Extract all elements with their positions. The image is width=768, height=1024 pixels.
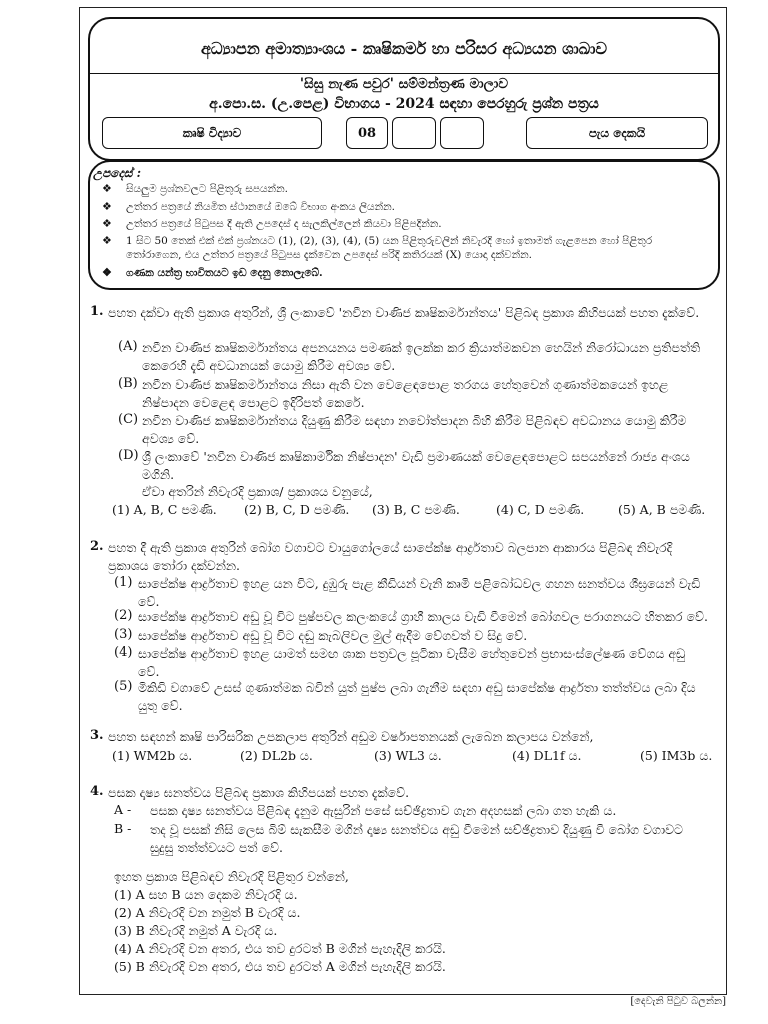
question-stem: පහත දක්වා ඇති ප්‍රකාශ අතුරින්, ශ්‍රී ලංකාවේ 'නවීන වාණිජ කෘෂිකර්මාන්තය' පිළිබඳ ප්‍රකාශ කිහිපයක් පහත දැක්වේ. xyxy=(108,305,700,320)
question-number: 4. xyxy=(90,784,104,799)
page-border xyxy=(79,7,727,995)
answer-options xyxy=(112,748,712,766)
answer-option: (3) WL3 ය. xyxy=(374,748,442,763)
question-prompt: ඉහත ප්‍රකාශ පිළිබඳව නිවැරදි පිළිතුර වන්නේ, xyxy=(114,869,349,884)
statement-text: නවීන වාණිජ කෘෂිකර්මාන්තය දියුණු කිරීම සඳහා නවෝත්පාදන බිහි කිරීම පිළිබඳව අවධානය යොමු කිරීම අවශ්‍ය වේ. xyxy=(142,413,687,446)
option-label: (2) xyxy=(114,608,133,623)
answer-option: (3) B, C පමණි. xyxy=(372,502,460,517)
answer-option: (4) A නිවැරදි වන අතර, එය තව දුරටත් B මගින් පැහැදිලි කරයි. xyxy=(114,941,446,956)
statement-text: පසක දෘෂ්‍ය ඝනත්වය පිළිබඳ දැනුම ඇසුරින් පසේ සච්ඡිද්‍රතාව ගැන අදහසක් ලබා ගත හැකි ය. xyxy=(150,803,617,818)
option-label: (1) xyxy=(114,575,133,590)
statement-label: A - xyxy=(114,802,132,817)
question-stem: පසක දෘෂ්‍ය ඝනත්වය පිළිබඳ ප්‍රකාශ කිහිපයක් පහත දැක්වේ. xyxy=(108,785,410,800)
question-number: 3. xyxy=(90,728,104,743)
page-footer-note: [දෙවැනි පිටුව බලන්න] xyxy=(630,996,726,1007)
answer-option: (3) B නිවැරදි නමුත් A වැරදි ය. xyxy=(114,923,278,938)
subject-box: කෘෂි විද්‍යාව xyxy=(102,117,322,149)
instruction-item: ❖ උත්තර පත්‍රයේ පිටුපස දී ඇති උපදෙස් ද සැලකිල්ලෙන් කියවා පිළිපදින්න. xyxy=(102,217,442,230)
statement-label: (B) xyxy=(118,376,138,391)
answer-option: (5) A, B පමණි. xyxy=(618,502,706,517)
exam-title: අ.පො.ස. (උ.පෙළ) විභාගය - 2024 සඳහා පෙරහුරු ප්‍රශ්න පත්‍රය xyxy=(209,96,599,112)
header-box xyxy=(88,17,720,161)
question-stem: පහත දී ඇති ප්‍රකාශ අතුරින් බෝග වගාවට වායුගෝලයේ සාපේක්ෂ ආර්ද්‍රතාව බලපාන ආකාරය පිළිබඳ නිවැරදි ප්‍රකාශය තෝරා දක්වන්න. xyxy=(108,540,673,573)
option-label: (3) xyxy=(114,627,133,642)
answer-option: (1) A, B, C පමණි. xyxy=(112,502,217,517)
answer-options xyxy=(112,502,712,520)
diamond-bullet-icon: ❖ xyxy=(102,234,112,247)
question-number: 1. xyxy=(90,304,104,319)
answer-option: (5) IM3b ය. xyxy=(640,748,713,763)
option-text: මිකිඩි වගාවේ උසස් ගුණාත්මක බවින් යුත් පුෂ්ප ලබා ගැනීම සඳහා අඩු සාපේක්ෂ ආර්ද්‍රතා තත්ත්වය ලබා දිය යුතු වේ. xyxy=(138,680,696,713)
diamond-bullet-icon: ❖ xyxy=(102,266,112,279)
code-box-empty-1 xyxy=(392,117,436,149)
code-box-empty-2 xyxy=(440,117,484,149)
option-text: සාපේක්ෂ ආර්ද්‍රතාව ඉහළ යාමත් සමඟ ශාක පත්‍රවල පූටිකා වැසීම හේතුවෙන් ප්‍රභාසංස්ලේෂණ වේගය අඩු වේ. xyxy=(138,646,686,679)
question-number: 2. xyxy=(90,539,104,554)
series-title: 'සිසු නැණ පවුර' සම්මන්ත්‍රණ මාලාව xyxy=(299,76,509,92)
statement-text: නවීන වාණිජ කෘෂිකර්මාන්තය අපනයනය පමණක් ඉලක්ක කර ක්‍රියාත්මකවන හෙයින් නිරෝධායන ප්‍රතිපත්ති කෙරෙහි දැඩි අවධානයක් යොමු කිරීම අවශ්‍ය වේ. xyxy=(142,340,701,373)
answer-option: (1) A සහ B යන දෙකම නිවැරදි ය. xyxy=(114,887,298,902)
instruction-item: ❖ උත්තර පත්‍රයේ නියමිත ස්ථානයේ ඔබේ විභාග අංකය ලියන්න. xyxy=(102,200,395,213)
diamond-bullet-icon: ❖ xyxy=(102,200,112,213)
statement-label: B - xyxy=(114,821,132,836)
answer-option: (4) C, D පමණි. xyxy=(496,502,585,517)
diamond-bullet-icon: ❖ xyxy=(102,182,112,195)
instruction-item: ❖ ගණක යන්ත්‍ර භාවිතයට ඉඩ දෙනු නොලැබේ. xyxy=(102,266,323,279)
answer-option: (2) A නිවැරදි වන නමුත් B වැරදි ය. xyxy=(114,905,301,920)
instructions-title: උපදෙස් : xyxy=(93,166,142,180)
option-label: (4) xyxy=(114,645,133,660)
answer-option: (1) WM2b ය. xyxy=(112,748,193,763)
instruction-item: ❖ සියලුම ප්‍රශ්නවලට පිළිතුරු සපයන්න. xyxy=(102,182,288,195)
option-text: සාපේක්ෂ ආර්ද්‍රතාව අඩු වූ විට පුෂ්පවල කලංකයේ ග්‍රාහී කාලය වැඩි වීමෙන් බෝගවල පරාගනයට හිතකර වේ. xyxy=(138,609,708,624)
answer-option: (4) DL1f ය. xyxy=(512,748,582,763)
answer-option: (2) DL2b ය. xyxy=(240,748,313,763)
header-divider xyxy=(90,73,718,74)
statement-text: තද වූ පසක් නිසි ලෙස බිම් සැකසීම මගින් දෘෂ්‍ය ඝනත්වය අඩු වීමෙන් සච්ඡිද්‍රතාව දියුණු වී බෝග වගාවට සුදුසු තත්ත්වයට පත් වේ. xyxy=(150,822,684,855)
statement-label: (D) xyxy=(118,448,139,463)
statement-label: (A) xyxy=(118,339,138,354)
diamond-bullet-icon: ❖ xyxy=(102,217,112,230)
paper-code-box: 08 xyxy=(346,117,388,149)
option-text: සාපේක්ෂ ආර්ද්‍රතාව අඩු වූ විට දඬු කැබලිවල මුල් ඇදීම වේගවත් ව සිදු වේ. xyxy=(138,628,528,643)
statement-label: (C) xyxy=(118,412,139,427)
option-label: (5) xyxy=(114,679,133,694)
question-prompt: ඒවා අතරින් නිවැරදි ප්‍රකාශ/ ප්‍රකාශය වනුයේ, xyxy=(142,484,373,499)
ministry-title: අධ්‍යාපන අමාත්‍යාංශය - කෘෂිකර්ම හා පරිසර අධ්‍යයන ශාඛාව xyxy=(200,39,608,58)
instruction-item: ❖ 1 සිට 50 තෙක් එක් එක් ප්‍රශ්නයට (1), (2), (3), (4), (5) යන පිළිතුරුවලින් නිවැරදි හෝ ඉතාමත් ගැළපෙන හෝ පිළිතුර තෝරාගෙන, එය උත්තර පත්‍රයේ පිටුපස දැක්වෙන උපදෙස් පරිදි කතිරයක් (X) යොදා දක්වන්න. xyxy=(102,234,653,261)
question-stem: පහත සඳහන් කෘෂි පාරිසරික උපකලාප අතුරින් අඩුම වර්ෂාපතනයක් ලැබෙන කලාපය වන්නේ, xyxy=(108,729,594,744)
answer-option: (2) B, C, D පමණි. xyxy=(244,502,350,517)
option-text: සාපේක්ෂ ආර්ද්‍රතාව ඉහළ යන විට, දුඹුරු පැළ කීඩියන් වැනි කෘමි පළිබෝධවල ගහන ඝනත්වය ශීඝ්‍රයෙන් වැඩි වේ. xyxy=(138,576,701,609)
duration-box: පැය දෙකයි xyxy=(526,117,708,149)
answer-option: (5) B නිවැරදි වන අතර, එය තව දුරටත් A මගින් පැහැදිලි කරයි. xyxy=(114,959,446,974)
statement-text: ශ්‍රී ලංකාවේ 'නවීන වාණිජ කෘෂිකාර්මික නිෂ්පාදන' වැඩි ප්‍රමාණයක් වෙළෙඳපොළට සපයන්නේ රාජ්‍ය අංශය මගිනි. xyxy=(142,449,690,482)
statement-text: නවීන වාණිජ කෘෂිකර්මාන්තය නිසා ඇති වන වෙළෙඳපොළ තරගය හේතුවෙන් ගුණාත්මකයෙන් ඉහළ නිෂ්පාදන වෙළෙඳ පොළට ඉදිරිපත් කෙරේ. xyxy=(142,377,669,410)
